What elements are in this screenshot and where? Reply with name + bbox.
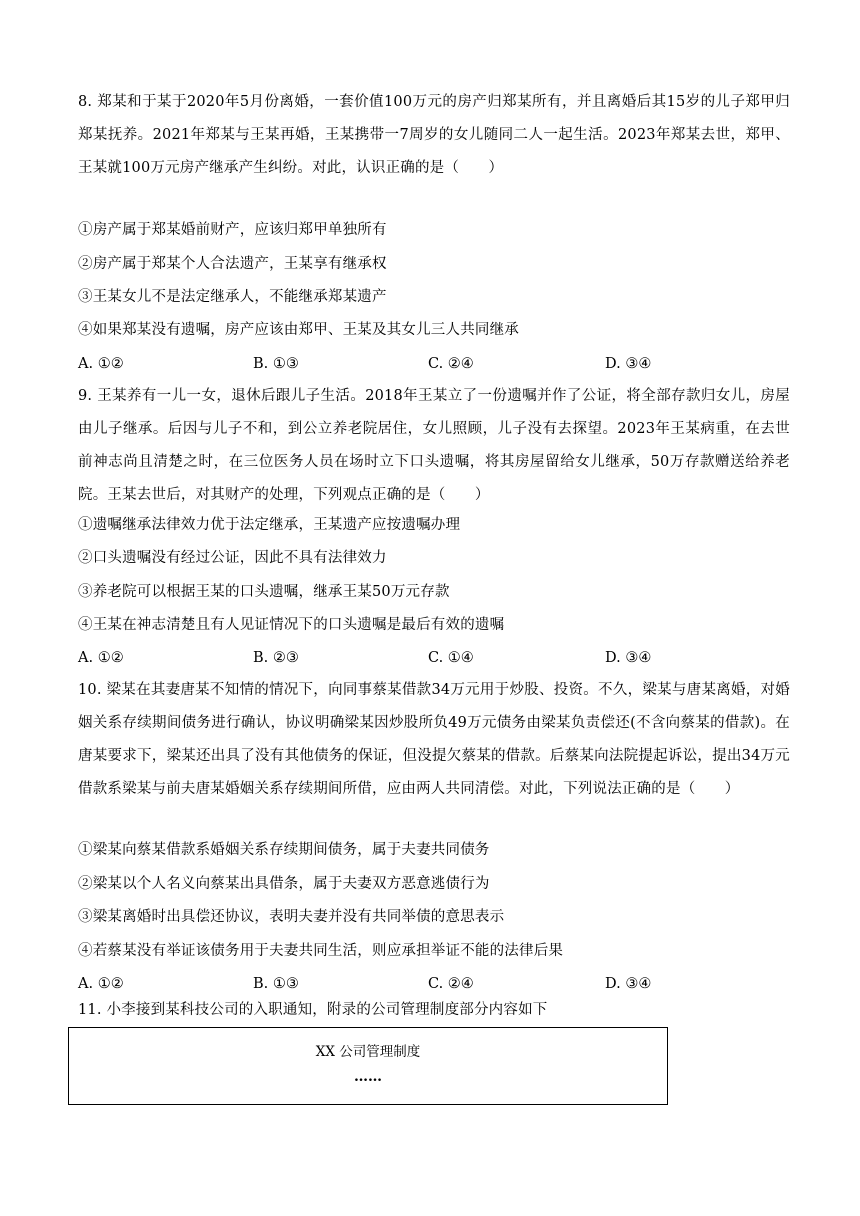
question-9-statement-4: ④王某在神志清楚且有人见证情况下的口头遗嘱是最后有效的遗嘱 — [78, 617, 505, 633]
question-9-stem: 9. 王某养有一儿一女，退休后跟儿子生活。2018年王某立了一份遗嘱并作了公证，将全部存款归女儿，房屋由儿子继承。后因与儿子不和，到公立养老院居住，女儿照顾，儿子没有去探望。2023年王某病重，在去世前神志尚且清楚之时，在三位医务人员在场时立下口头遗嘱，将其房屋留给女儿继承，50万存款赠送给养老院。王某去世后，对其财产的处理，下列观点正确的是（ ） — [78, 388, 790, 503]
question-10-statement-3: ③梁某离婚时出具偿还协议，表明夫妻并没有共同举债的意思表示 — [78, 909, 505, 925]
question-9-choice-c[interactable]: C. ①④ — [428, 650, 474, 666]
question-10-choice-c[interactable]: C. ②④ — [428, 976, 474, 992]
company-rules-title: XX 公司管理制度 — [315, 1044, 421, 1060]
question-10-statement-4: ④若蔡某没有举证该债务用于夫妻共同生活，则应承担举证不能的法律后果 — [78, 943, 564, 959]
question-10-stem: 10. 梁某在其妻唐某不知情的情况下，向同事蔡某借款34万元用于炒股、投资。不久，梁某与唐某离婚，对婚姻关系存续期间债务进行确认，协议明确梁某因炒股所负49万元债务由梁某负责偿还(不含向蔡某的借款)。在唐某要求下，梁某还出具了没有其他债务的保证，但没提欠蔡某的借款。后蔡某向法院提起诉讼，提出34万元借款系梁某与前夫唐某婚姻关系存续期间所借，应由两人共同清偿。对此，下列说法正确的是（ ） — [78, 682, 790, 797]
question-10-statement-1: ①梁某向蔡某借款系婚姻关系存续期间债务，属于夫妻共同债务 — [78, 842, 490, 858]
question-9-choice-b[interactable]: B. ②③ — [253, 650, 299, 666]
company-rules-box — [68, 1027, 668, 1105]
question-11-stem: 11. 小李接到某科技公司的入职通知，附录的公司管理制度部分内容如下 — [78, 1002, 548, 1018]
question-9-statement-1: ①遗嘱继承法律效力优于法定继承，王某遗产应按遗嘱办理 — [78, 517, 461, 533]
question-10-choice-a[interactable]: A. ①② — [78, 976, 124, 992]
question-8-choice-b[interactable]: B. ①③ — [253, 356, 299, 372]
question-8-statement-3: ③王某女儿不是法定继承人，不能继承郑某遗产 — [78, 289, 387, 305]
question-8-statement-2: ②房产属于郑某个人合法遗产，王某享有继承权 — [78, 256, 387, 272]
question-10-statement-2: ②梁某以个人名义向蔡某出具借条，属于夫妻双方恶意逃债行为 — [78, 876, 490, 892]
question-9-choice-d[interactable]: D. ③④ — [605, 650, 652, 666]
question-9-statement-2: ②口头遗嘱没有经过公证，因此不具有法律效力 — [78, 550, 387, 566]
question-9-choice-a[interactable]: A. ①② — [78, 650, 124, 666]
question-8-statement-4: ④如果郑某没有遗嘱，房产应该由郑甲、王某及其女儿三人共同继承 — [78, 322, 519, 338]
question-8-choice-c[interactable]: C. ②④ — [428, 356, 474, 372]
question-9-statement-3: ③养老院可以根据王某的口头遗嘱，继承王某50万元存款 — [78, 584, 450, 600]
question-8-choice-a[interactable]: A. ①② — [78, 356, 124, 372]
question-8-stem: 8. 郑某和于某于2020年5月份离婚，一套价值100万元的房产归郑某所有，并且离婚后其15岁的儿子郑甲归郑某抚养。2021年郑某与王某再婚，王某携带一7周岁的女儿随同二人一起生活。2023年郑某去世，郑甲、王某就100万元房产继承产生纠纷。对此，认识正确的是（ ） — [78, 94, 790, 176]
question-10-choices — [78, 974, 790, 994]
company-rules-ellipsis: …… — [354, 1069, 382, 1085]
question-10-choice-d[interactable]: D. ③④ — [605, 976, 652, 992]
question-10-choice-b[interactable]: B. ①③ — [253, 976, 299, 992]
question-8-statement-1: ①房产属于郑某婚前财产，应该归郑甲单独所有 — [78, 222, 387, 238]
question-8-choice-d[interactable]: D. ③④ — [605, 356, 652, 372]
question-8-choices — [78, 354, 790, 374]
question-9-choices — [78, 648, 790, 668]
